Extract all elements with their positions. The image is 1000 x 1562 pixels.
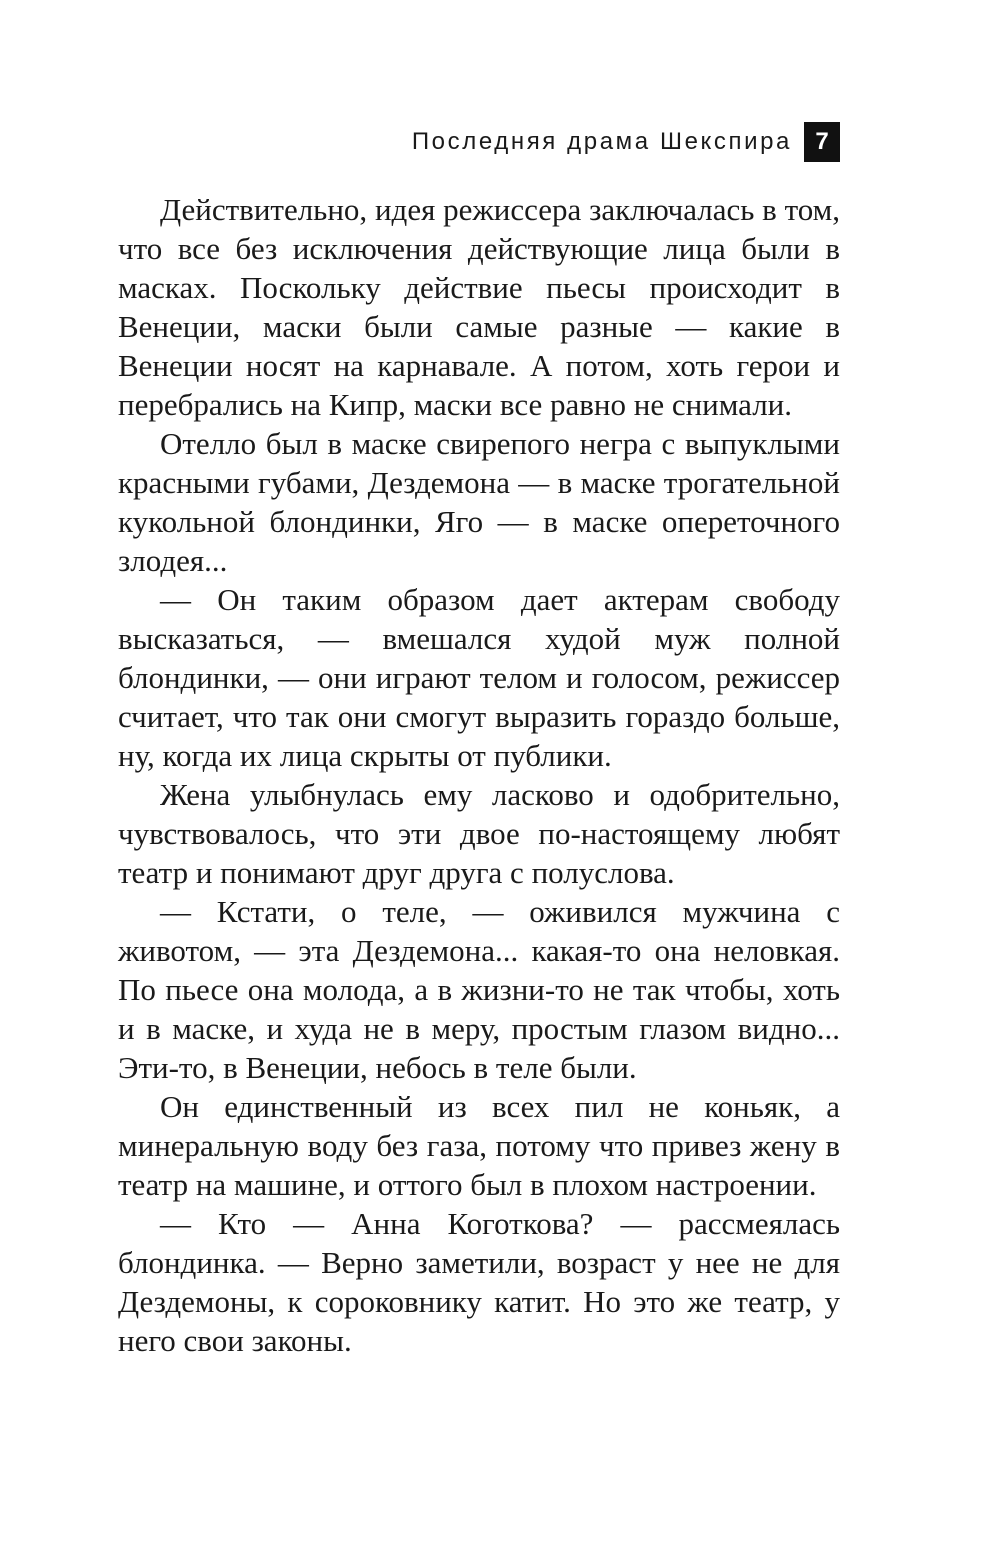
paragraph: — Он таким образом дает актерам свободу высказаться, — вмешался худой муж полной блондинки, — они играют телом и голосом, режиссер считает, что так они смогут выразить гораздо больше, ну, когда их лица скрыты от публики.: [118, 582, 840, 773]
paragraph: Отелло был в маске свирепого негра с выпуклыми красными губами, Дездемона — в маске трогательной кукольной блондинки, Яго — в маске опереточного злодея...: [118, 426, 840, 578]
paragraph: Он единственный из всех пил не коньяк, а минеральную воду без газа, потому что привез жену в театр на машине, и оттого был в плохом настроении.: [118, 1089, 840, 1202]
paragraph: Действительно, идея режиссера заключалась в том, что все без исключения действующие лица были в масках. Поскольку действие пьесы происходит в Венеции, маски были самые разные — какие в Венеции носят на карнавале. А потом, хоть герои и перебрались на Кипр, маски все равно не снимали.: [118, 192, 840, 422]
paragraph: — Кстати, о теле, — оживился мужчина с животом, — эта Дездемона... какая-то она неловкая. По пьесе она молода, а в жизни-то не так чтобы, хоть и в маске, и худа не в меру, простым глазом видно... Эти-то, в Венеции, небось в теле были.: [118, 894, 840, 1085]
paragraph: — Кто — Анна Коготкова? — рассмеялась блондинка. — Верно заметили, возраст у нее не для Дездемоны, к сороковнику катит. Но это же театр, у него свои законы.: [118, 1206, 840, 1358]
running-title: Последняя драма Шекспира: [411, 128, 792, 155]
text-body: [118, 190, 840, 1360]
page-number: 7: [804, 122, 840, 162]
paragraph: Жена улыбнулась ему ласково и одобрительно, чувствовалось, что эти двое по-настоящему любят театр и понимают друг друга с полуслова.: [118, 777, 840, 890]
page-header: [412, 122, 840, 162]
